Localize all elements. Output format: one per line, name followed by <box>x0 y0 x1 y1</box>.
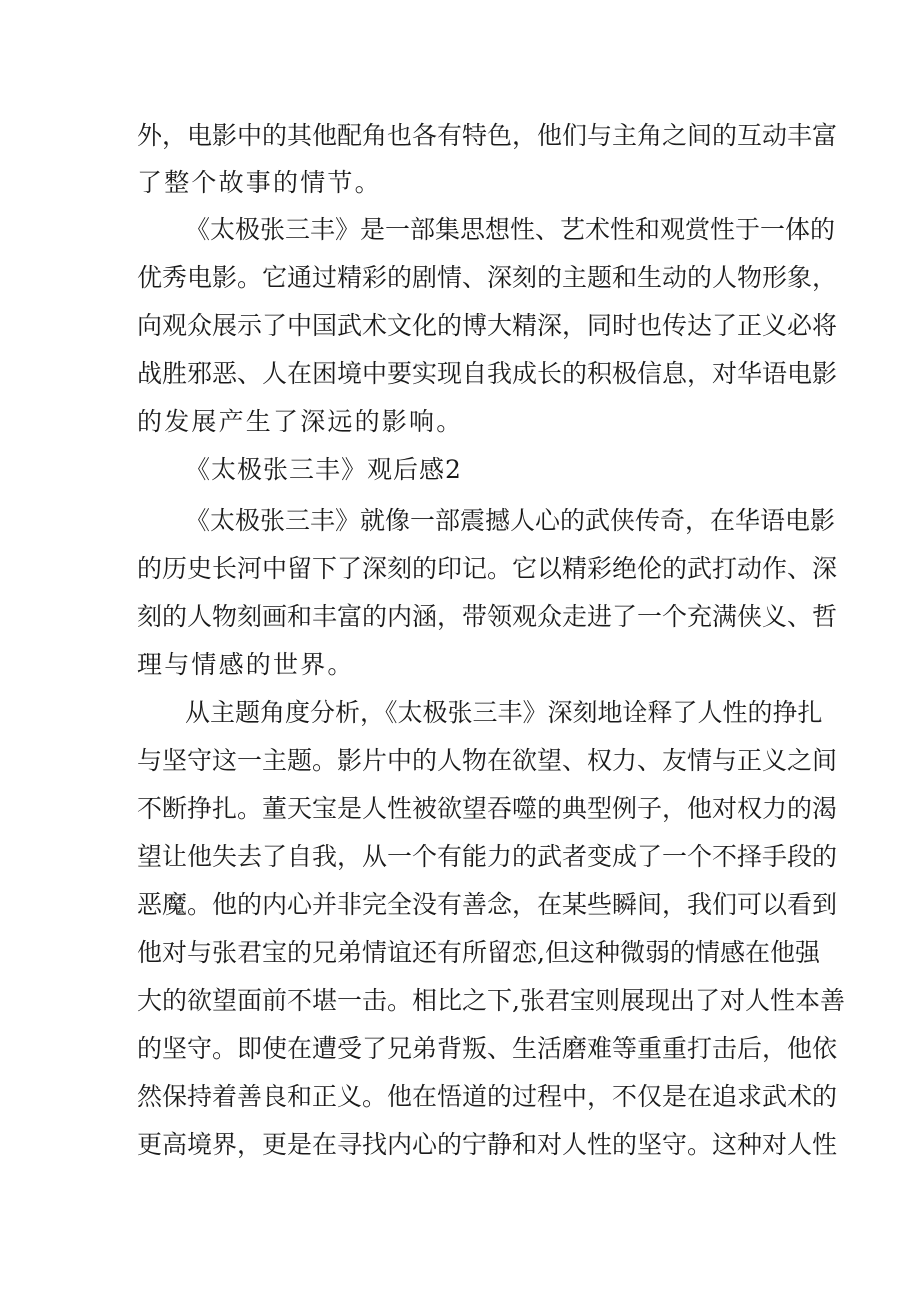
paragraph-4-line-10: 更高境界，更是在寻找内心的宁静和对人性的坚守。这种对人性 <box>137 1130 838 1159</box>
paragraph-1-line-2: 了整个故事的情节。 <box>137 168 382 197</box>
paragraph-2-line-5: 的发展产生了深远的影响。 <box>137 407 464 436</box>
paragraph-3-line-4: 理与情感的世界。 <box>137 650 355 679</box>
paragraph-2-line-1: 《太极张三丰》是一部集思想性、艺术性和观赏性于一体的 <box>185 215 836 244</box>
paragraph-2-line-2: 优秀电影。它通过精彩的剧情、深刻的主题和生动的人物形象， <box>137 263 838 292</box>
paragraph-4-line-1: 从主题角度分析，《太极张三丰》深刻地诠释了人性的挣扎 <box>185 698 823 727</box>
paragraph-2-line-4: 战胜邪恶、人在困境中要实现自我成长的积极信息，对华语电影 <box>137 359 838 388</box>
paragraph-3-line-1: 《太极张三丰》就像一部震撼人心的武侠传奇，在华语电影 <box>185 506 836 535</box>
paragraph-4-line-7: 大的欲望面前不堪一击。相比之下,张君宝则展现出了对人性本善 <box>137 986 845 1015</box>
paragraph-2-line-3: 向观众展示了中国武术文化的博大精深，同时也传达了正义必将 <box>137 311 838 340</box>
paragraph-4-line-9: 然保持着善良和正义。他在悟道的过程中，不仅是在追求武术的 <box>137 1082 838 1111</box>
paragraph-4-line-3: 不断挣扎。董天宝是人性被欲望吞噬的典型例子，他对权力的渴 <box>137 794 838 823</box>
paragraph-1-line-1: 外，电影中的其他配角也各有特色，他们与主角之间的互动丰富 <box>137 121 838 150</box>
paragraph-4-line-2: 与坚守这一主题。影片中的人物在欲望、权力、友情与正义之间 <box>137 746 838 775</box>
paragraph-3-line-2: 的历史长河中留下了深刻的印记。它以精彩绝伦的武打动作、深 <box>137 554 838 583</box>
paragraph-4-line-4: 望让他失去了自我，从一个有能力的武者变成了一个不择手段的 <box>137 842 838 871</box>
paragraph-4-line-5: 恶魔。他的内心并非完全没有善念，在某些瞬间，我们可以看到 <box>137 890 838 919</box>
section-heading: 《太极张三丰》观后感2 <box>185 455 462 484</box>
paragraph-4-line-6: 他对与张君宝的兄弟情谊还有所留恋,但这种微弱的情感在他强 <box>137 938 820 967</box>
paragraph-3-line-3: 刻的人物刻画和丰富的内涵，带领观众走进了一个充满侠义、哲 <box>137 602 838 631</box>
paragraph-4-line-8: 的坚守。即使在遭受了兄弟背叛、生活磨难等重重打击后，他依 <box>137 1034 838 1063</box>
